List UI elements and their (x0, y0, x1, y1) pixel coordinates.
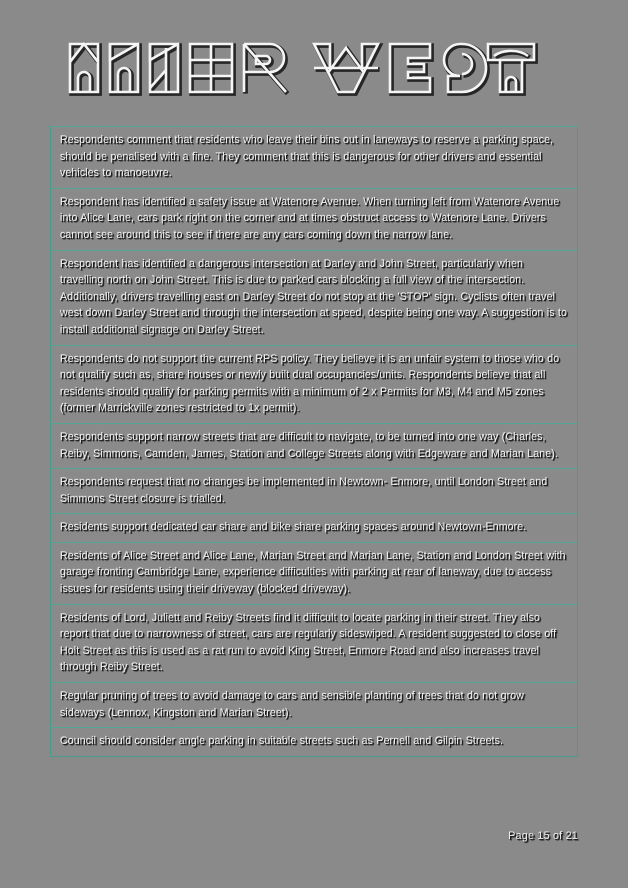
table-row (50, 604, 578, 683)
table-cell-text: Respondents support narrow streets that are difficult to navigate, to be turned into one way (Charles, Reiby, Simmons, Camden, James, Station and College Streets along with Edgeware and Marian Lane). (60, 430, 558, 460)
inner-west-logo (64, 40, 564, 96)
table-cell-text: Respondent has identified a safety issue at Watenore Avenue. When turning left from Watenore Avenue into Alice Lane, cars park right on the corner and at times obstruct access to Watenore Lane. Drivers cannot see around this to see if there are any cars coming down the narrow lane. (60, 195, 560, 241)
table-cell-text: Residents of Alice Street and Alice Lane, Marian Street and Marian Lane, Station and London Street with garage fronting Cambridge Lane, experience difficulties with parking at rear of laneway, due to access issues for residents using their driveway (blocked driveway). (60, 549, 566, 596)
table-row (50, 250, 578, 346)
table-row (50, 727, 578, 757)
table-cell-text: Residents of Lord, Juliett and Reiby Streets find it difficult to locate parking in their street. They also report that due to narrowness of street, cars are regularly sideswiped. A resident suggested to close off Holt Street as this is used as a rat run to avoid King Street, Enmore Road and also increases travel through Reiby Street. (60, 611, 557, 674)
table-row (50, 126, 578, 189)
table-row (50, 188, 578, 251)
feedback-table (50, 126, 578, 757)
table-cell-text: Residents support dedicated car share and bike share parking spaces around Newtown-Enmore. (60, 521, 527, 534)
table-cell-text: Respondents comment that residents who leave their bins out in laneways to reserve a parking space, should be penalised with a fine. They comment that this is dangerous for other drivers and essential vehicles to manoeuvre. (60, 134, 554, 180)
table-row (50, 542, 578, 605)
page-number-label: Page 15 of 21 (508, 830, 578, 842)
masthead (0, 0, 628, 114)
table-cell-text: Council should consider angle parking in suitable streets such as Pernell and Gilpin Streets. (60, 735, 504, 748)
table-cell-text: Regular pruning of trees to avoid damage to cars and sensible planting of trees that do not grow sideways (Lennox, Kingston and Marian Street). (60, 690, 525, 719)
table-row (50, 468, 578, 514)
table-row (50, 513, 578, 543)
table-row (50, 682, 578, 728)
table-row (50, 345, 578, 424)
table-row (50, 423, 578, 469)
table-cell-text: Respondents do not support the current RPS policy. They believe it is an unfair system to those who do not qualify such as, share houses or newly built dual occupancies/units. Respondents believe that all residents should qualify for parking permits with a minimum of 2 x Permits for M3, M4 and M5 zones (former Marrickville zones restricted to 1x permit). (60, 352, 560, 415)
table-cell-text: Respondent has identified a dangerous intersection at Darley and John Street, particularly when travelling north on John Street. This is due to parked cars blocking a full view of the intersection. Additionally, drivers travelling east on Darley Street do not stop at the 'STOP' sign. Cyclists often travel west down Darley Street and through the intersection at speed, despite being one way. A suggestion is to install additional signage on Darley Street. (60, 257, 568, 336)
page-footer (0, 826, 578, 844)
table-cell-text: Respondents request that no changes be implemented in Newtown- Enmore, until London Street and Simmons Street closure is trialled. (60, 476, 548, 505)
